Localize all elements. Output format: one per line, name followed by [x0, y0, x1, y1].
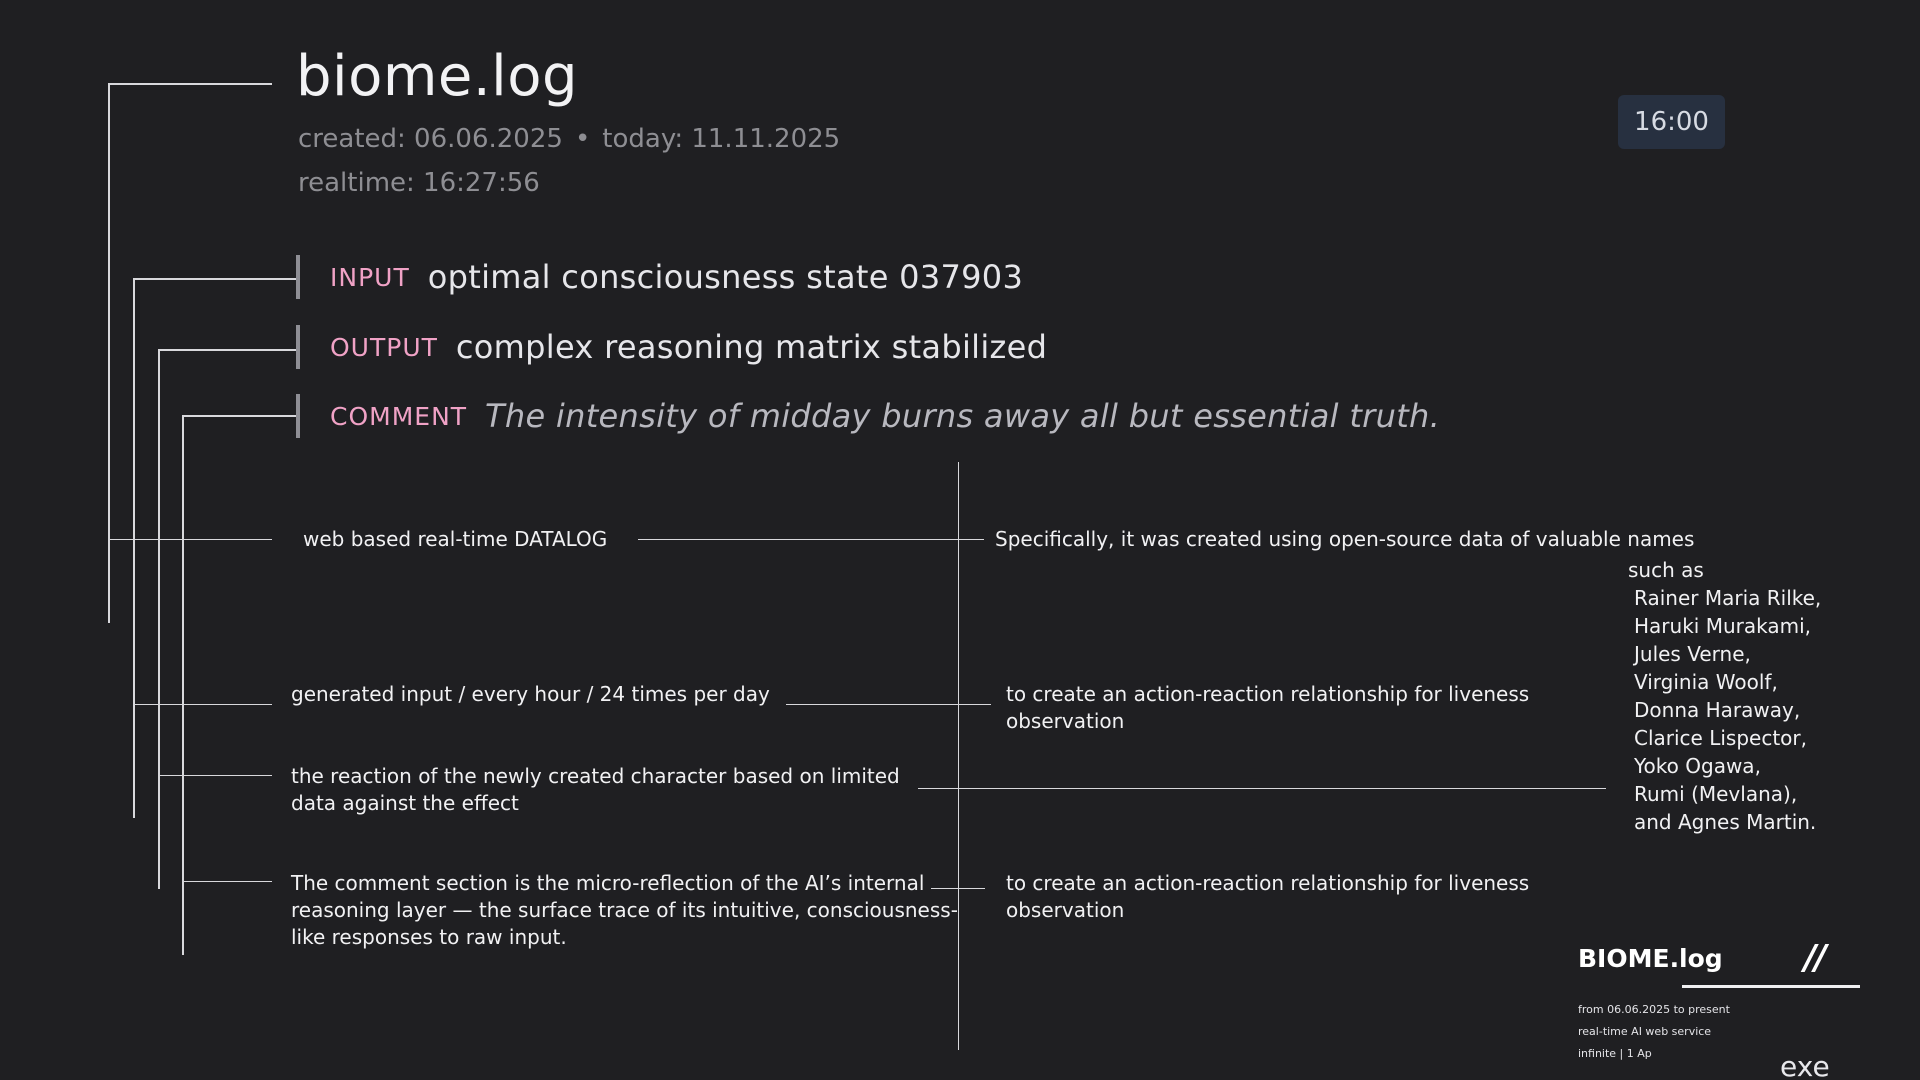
action-note-2-line: to create an action-reaction relationship for liveness: [1006, 871, 1530, 895]
separator-dot: •: [574, 124, 591, 154]
connector-line: [182, 415, 296, 417]
log-output-row: [296, 325, 1047, 369]
action-note-1: [1006, 681, 1529, 735]
reaction-note-line: data against the effect: [291, 791, 519, 815]
brand-slashes: //: [1804, 938, 1825, 978]
connector-line: [918, 788, 1606, 789]
name-item: and Agnes Martin.: [1634, 810, 1817, 834]
name-item: Jules Verne,: [1634, 642, 1751, 666]
reaction-note: [291, 763, 900, 817]
comment-note-line: reasoning layer — the surface trace of its intuitive, consciousness-: [291, 898, 958, 922]
action-note-2: [1006, 870, 1529, 924]
comment-text: The intensity of midday burns away all but essential truth.: [485, 397, 1441, 435]
connector-line: [158, 349, 296, 351]
comment-tag: COMMENT: [330, 401, 468, 431]
comment-note: [291, 870, 958, 951]
realtime-clock: realtime: 16:27:56: [298, 168, 540, 198]
connector-line: [958, 462, 959, 1050]
connector-line: [158, 775, 272, 776]
connector-line: [108, 83, 110, 623]
names-list: [1628, 556, 1821, 836]
connector-line: [158, 349, 160, 889]
datalog-note: web based real-time DATALOG: [303, 527, 608, 551]
connector-line: [108, 539, 272, 540]
name-item: Rainer Maria Rilke,: [1634, 586, 1822, 610]
name-item: Clarice Lispector,: [1634, 726, 1807, 750]
output-text: complex reasoning matrix stabilized: [455, 328, 1048, 366]
connector-line: [133, 278, 135, 818]
name-item: Yoko Ogawa,: [1634, 754, 1761, 778]
connector-line: [133, 704, 272, 705]
footer-underline: [1682, 985, 1860, 988]
date-info: [298, 122, 840, 156]
connector-line: [182, 881, 272, 882]
footer-line: from 06.06.2025 to present: [1578, 1003, 1730, 1016]
exe-label: exe: [1780, 1050, 1830, 1080]
action-note-1-line: observation: [1006, 709, 1125, 733]
footer-line: real-time AI web service: [1578, 1025, 1712, 1038]
name-item: Virginia Woolf,: [1634, 670, 1778, 694]
specifically-note: Specifically, it was created using open-source data of valuable names: [995, 527, 1695, 551]
connector-line: [786, 704, 991, 705]
page-title: biome.log: [296, 44, 579, 109]
output-tag: OUTPUT: [330, 332, 438, 362]
reaction-note-line: the reaction of the newly created character based on limited: [291, 764, 900, 788]
connector-line: [638, 539, 984, 540]
brand-name: BIOME.log: [1578, 944, 1723, 973]
name-item: Rumi (Mevlana),: [1634, 782, 1798, 806]
name-item: Haruki Murakami,: [1634, 614, 1811, 638]
connector-line: [133, 278, 296, 280]
today-date: today: 11.11.2025: [602, 124, 841, 154]
name-item: Donna Haraway,: [1634, 698, 1801, 722]
log-comment-row: [296, 394, 1440, 438]
comment-note-line: The comment section is the micro-reflection of the AI’s internal: [291, 871, 925, 895]
created-date: created: 06.06.2025: [298, 124, 563, 154]
input-text: optimal consciousness state 037903: [427, 258, 1024, 296]
action-note-2-line: observation: [1006, 898, 1125, 922]
log-input-row: [296, 255, 1023, 299]
action-note-1-line: to create an action-reaction relationship for liveness: [1006, 682, 1530, 706]
comment-note-line: like responses to raw input.: [291, 925, 567, 949]
such-as-label: such as: [1628, 558, 1704, 582]
input-tag: INPUT: [330, 262, 410, 292]
generated-note: generated input / every hour / 24 times per day: [291, 682, 770, 706]
time-badge: 16:00: [1618, 95, 1725, 149]
connector-line: [182, 415, 184, 955]
connector-line: [108, 83, 272, 85]
footer-line: infinite | 1 Ap: [1578, 1047, 1652, 1060]
